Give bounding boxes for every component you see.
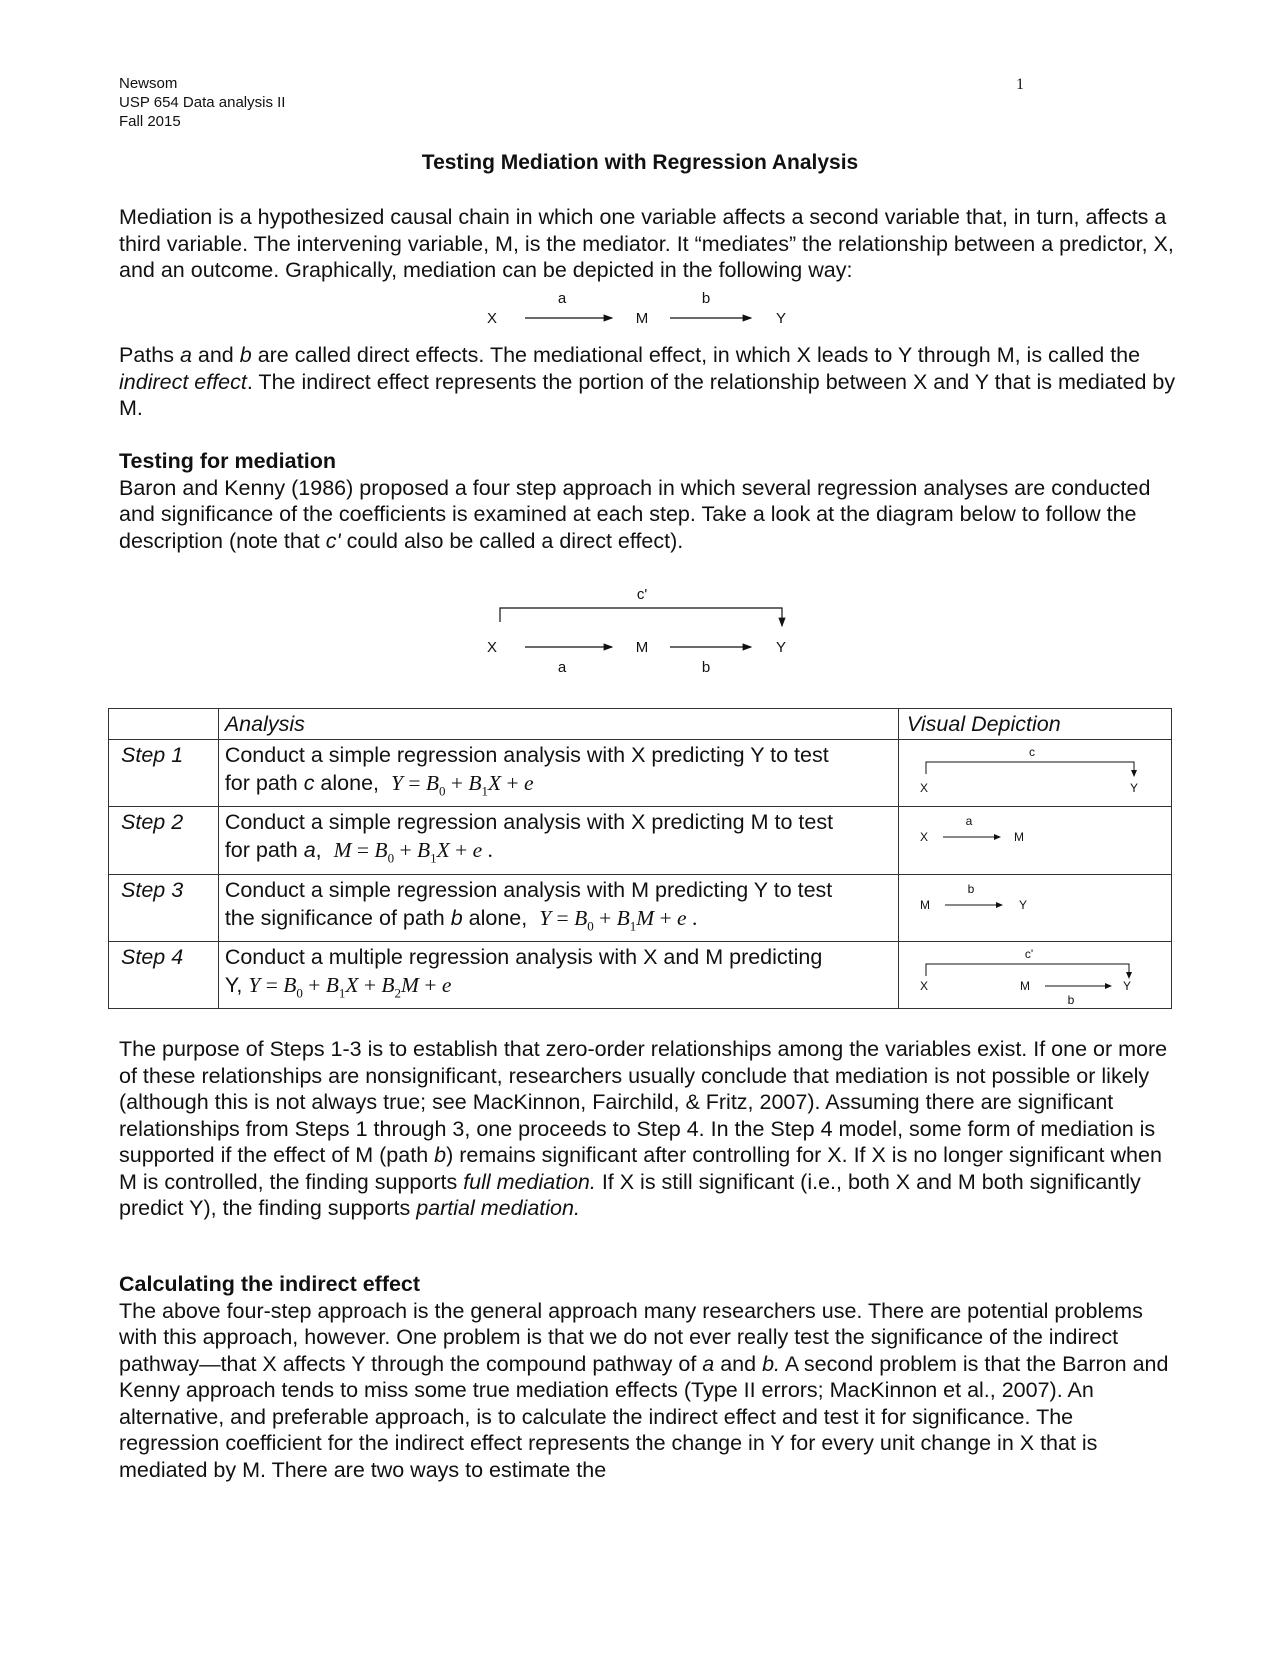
step4-visual-y: Y: [1122, 978, 1131, 993]
step4-line1: Conduct a multiple regression analysis with X and M predicting: [224, 944, 823, 969]
paths-text-1: Paths: [119, 343, 180, 367]
step3-visual: [898, 874, 1171, 941]
step2-line2-pre: for path: [224, 838, 304, 863]
purpose-full: full mediation.: [463, 1169, 596, 1194]
page-number: 1: [1016, 76, 1024, 93]
step2-visual-a: a: [965, 814, 973, 829]
purpose-text-3: If X is still significant (i.e., both X and M both significantly predict Y), the finding supports: [119, 1169, 1141, 1220]
step2-visual: [898, 807, 1171, 874]
step3-line2: [225, 904, 892, 940]
mediation-diagram-full: [480, 586, 800, 676]
indirect-text-3: A second problem is that the Barron and Kenny approach tends to miss some true mediation effects (Type II errors; MacKinnon et al., 2007). An alternative, and preferable approach, is to calculate the indirect effect and test it for significance. The regression coefficient for the indirect effect represents the change in Y for every unit change in X that is mediated by M. There are two ways to estimate the: [119, 1351, 1169, 1482]
purpose-paragraph: [119, 1036, 1179, 1222]
step4-line2-pre: Y,: [224, 972, 243, 997]
diagram2-arrow-c: [500, 608, 782, 626]
step2-equation: $M = B_0 + B_1X + e$ .: [333, 838, 493, 866]
step-analysis: [218, 941, 898, 1008]
step4-visual-arrow-c: [926, 964, 1129, 978]
diagram1-a: a: [557, 290, 567, 307]
step2-line2-post: ,: [315, 838, 322, 863]
indirect-heading: Calculating the indirect effect: [119, 1272, 421, 1296]
step1-line2-pre: for path: [224, 771, 304, 795]
paths-b: b: [239, 343, 252, 367]
diagram1-m: M: [635, 310, 649, 327]
testing-cprime: c': [325, 528, 341, 553]
step1-equation: $Y = B_0 + B_1X + e$: [390, 771, 534, 799]
paths-text-3: are called direct effects. The mediational effect, in which X leads to Y through M, is called the: [251, 343, 1141, 367]
indirect-paragraph: [119, 1298, 1179, 1484]
paths-paragraph: [119, 342, 1179, 422]
diagram1-x: X: [486, 310, 498, 327]
step2-visual-x: X: [919, 830, 928, 845]
indirect-b: b.: [762, 1351, 781, 1376]
diagram2-b: b: [701, 659, 711, 676]
step3-line2-pre: the significance of path: [224, 905, 451, 930]
purpose-b: b: [434, 1143, 447, 1167]
diagram2-m: M: [635, 639, 649, 656]
step4-line2: [225, 971, 892, 1007]
diagram2-x: X: [486, 639, 498, 656]
step4-visual-b: b: [1067, 992, 1075, 1007]
step-analysis: [218, 740, 898, 807]
document-title: Testing Mediation with Regression Analysis: [421, 151, 859, 174]
indirect-section: [119, 1271, 1179, 1483]
step-label: Step 1: [109, 740, 219, 807]
paths-indirect: indirect effect: [119, 369, 247, 394]
testing-section: [119, 448, 1179, 554]
step-label: Step 4: [109, 941, 219, 1008]
step1-line2: [225, 769, 892, 805]
step4-visual: [898, 941, 1171, 1008]
purpose-text-2: ) remains significant after controlling for X. If X is no longer significant when M is controlled, the finding supports: [119, 1143, 1162, 1194]
step-analysis: [218, 807, 898, 874]
table-row: [109, 740, 1172, 807]
testing-text-1: Baron and Kenny (1986) proposed a four step approach in which several regression analyses are conducted and significance of the coefficients is examined at each step. Take a look at the diagram below to follow the description (note that: [119, 475, 1151, 553]
step4-visual-c: c': [1024, 946, 1034, 961]
step2-line1: Conduct a simple regression analysis with X predicting M to test: [224, 810, 834, 835]
step3-visual-b: b: [967, 881, 975, 896]
table-header-visual: Visual Depiction: [898, 709, 1171, 740]
table-header-step: [109, 709, 219, 740]
step3-line1: Conduct a simple regression analysis with M predicting Y to test: [224, 877, 833, 902]
purpose-text-1: The purpose of Steps 1-3 is to establish that zero-order relationships among the variables exist. If one or more of these relationships are nonsignificant, researchers usually conclude that mediation is not possible or likely (although this is not always true; see MacKinnon, Fairchild, & Fritz, 2007). Assuming there are significant relationships from Steps 1 through 3, one proceeds to Step 4. In the Step 4 model, some form of mediation is supported if the effect of M (path: [119, 1037, 1168, 1167]
diagram2-y: Y: [775, 639, 787, 656]
step2-line2: [225, 836, 892, 872]
table-row: [109, 874, 1172, 941]
step3-visual-y: Y: [1018, 897, 1027, 912]
header-term: Fall 2015: [119, 113, 181, 130]
step4-visual-m: M: [1019, 978, 1030, 993]
indirect-text-2: and: [714, 1351, 763, 1376]
step-analysis: [218, 874, 898, 941]
step1-visual-c: c: [1028, 745, 1035, 759]
indirect-a: a: [702, 1351, 715, 1376]
table-row: [109, 941, 1172, 1008]
paths-text-4: . The indirect effect represents the portion of the relationship between X and Y that is mediated by M.: [119, 369, 1176, 420]
diagram2-a: a: [557, 659, 567, 676]
step1-visual-x: X: [919, 781, 928, 795]
step-label: Step 2: [109, 807, 219, 874]
step4-visual-x: X: [919, 978, 928, 993]
steps-table: [108, 708, 1172, 1009]
header-course: USP 654 Data analysis II: [119, 94, 286, 111]
mediation-diagram-simple: [480, 290, 800, 330]
page-header: [119, 74, 285, 131]
step1-line2-post: alone,: [314, 771, 380, 795]
paths-text-2: and: [191, 343, 240, 367]
header-author: Newsom: [119, 75, 178, 92]
step3-path: b: [450, 905, 463, 930]
step1-visual-arrow: [926, 762, 1134, 776]
intro-paragraph: Mediation is a hypothesized causal chain in which one variable affects a second variable that, in turn, affects a third variable. The intervening variable, M, is the mediator. It “mediates” the relationship between a predictor, X, and an outcome. Graphically, mediation can be depicted in the following way:: [119, 205, 1174, 282]
step1-visual: [898, 740, 1171, 807]
table-header-analysis: Analysis: [218, 709, 898, 740]
table-row: [109, 807, 1172, 874]
paths-a: a: [179, 343, 192, 367]
step1-visual-y: Y: [1129, 781, 1138, 795]
step2-visual-m: M: [1013, 830, 1024, 845]
step4-equation: $Y = B_0 + B_1X + B_2M + e$: [248, 972, 452, 1001]
step3-visual-m: M: [919, 897, 930, 912]
purpose-partial: partial mediation.: [416, 1196, 580, 1220]
table-header-row: [109, 709, 1172, 740]
indirect-text-1: The above four-step approach is the general approach many researchers use. There are potential problems with this approach, however. One problem is that we do not ever really test the significance of the indirect pathway—that X affects Y through the compound pathway of: [119, 1298, 1143, 1376]
diagram1-y: Y: [775, 310, 787, 327]
diagram1-b: b: [701, 290, 711, 307]
step1-line1: Conduct a simple regression analysis with X predicting Y to test: [224, 743, 829, 767]
testing-text-2: could also be called a direct effect).: [340, 528, 684, 553]
testing-paragraph: [119, 475, 1179, 555]
step-label: Step 3: [109, 874, 219, 941]
step1-path: c: [303, 771, 315, 795]
diagram2-c: c': [636, 586, 648, 603]
step2-path: a: [303, 838, 316, 863]
testing-heading: Testing for mediation: [119, 449, 336, 473]
step3-equation: $Y = B_0 + B_1M + e$ .: [539, 905, 698, 933]
step3-line2-post: alone,: [462, 905, 528, 930]
